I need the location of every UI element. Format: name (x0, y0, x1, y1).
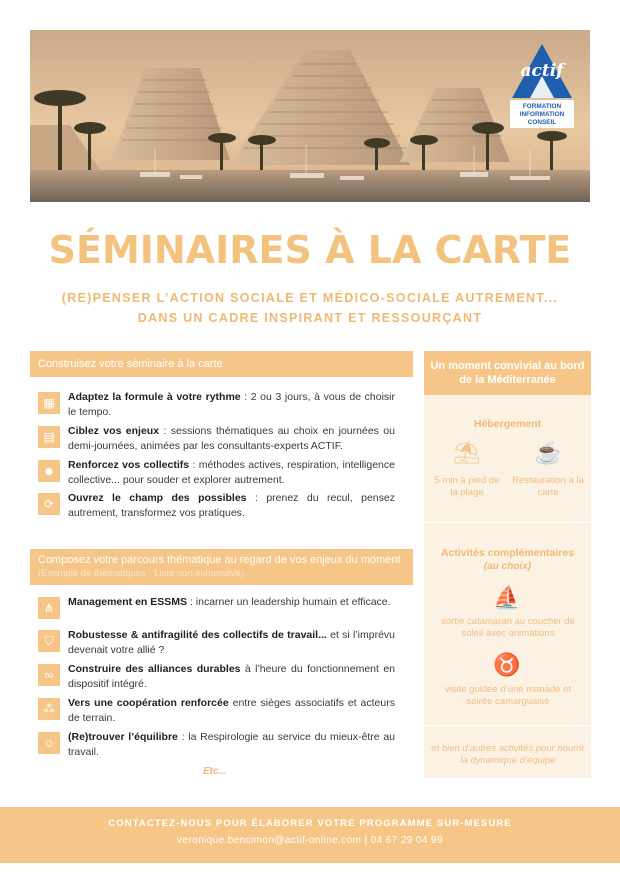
restaurant-cloche-icon: ☕ (534, 440, 562, 465)
activities-title-text: Activités complémentaires (440, 547, 575, 559)
section-2-title: Composez votre parcours thématique au regard de vos enjeux du moment (38, 554, 401, 566)
calendar-icon: ▦ (38, 392, 60, 414)
page-subtitle (0, 288, 620, 328)
list-item (38, 424, 395, 453)
item-title: Adaptez la formule à votre rythme (68, 391, 241, 403)
section-2-note: (Exemple de thématiques - Liste non exhaustive) (38, 568, 244, 579)
item-text: entre sièges associatifs et acteurs de terrain. (68, 697, 395, 724)
book-icon: ▤ (38, 426, 60, 448)
item-text: : 2 ou 3 jours, à vous de choisir le tempo. (68, 391, 395, 418)
subtitle-line-2: DANS UN CADRE INSPIRANT ET RESSOURÇANT (137, 311, 483, 325)
people-network-icon: ⁂ (38, 698, 60, 720)
hebergement-title: Hébergement (473, 418, 542, 430)
hero-scene (30, 30, 590, 202)
item-text: : la Respirologie au service du mieux-être au travail. (68, 731, 395, 758)
item-text: : méthodes actives, respiration, intelligence collective... pour souder et explorer autrement. (68, 459, 395, 486)
sidebar-divider (424, 725, 591, 726)
page-title: SÉMINAIRES À LA CARTE (48, 228, 572, 272)
shield-icon: ⛉ (38, 630, 60, 652)
section-2-heading (30, 549, 413, 585)
item-title: Construire des alliances durables (68, 663, 241, 675)
item-text: et si l’imprévu devenait votre allié ? (68, 629, 395, 656)
sidebar-divider (424, 522, 591, 523)
beach-label: 5 min à pied de la plage (434, 475, 500, 498)
footer-cta: CONTACTEZ-NOUS POUR ÉLABORER VOTRE PROGRAMME SUR-MESURE (108, 818, 512, 829)
list-item (38, 730, 395, 759)
activities-title (424, 546, 591, 574)
list-item (38, 458, 395, 487)
bull-icon: ♉ (493, 652, 521, 677)
item-text: : prenez du recul, pensez autrement, transformez vos pratiques. (68, 492, 395, 519)
beach-umbrella-icon: ⛱ (453, 440, 481, 465)
list-item (38, 390, 395, 419)
manade-label: visite guidée d’une manade et soirée camarguaise (444, 684, 572, 707)
logo-line-3: CONSEIL (527, 119, 557, 126)
item-title: Ciblez vos enjeux (68, 425, 160, 437)
list-item (38, 595, 395, 619)
item-title: Vers une coopération renforcée (68, 697, 229, 709)
item-title: Renforcez vos collectifs (68, 459, 190, 471)
section-1-heading: Construisez votre séminaire à la carte (30, 351, 413, 377)
team-icon: ☻ (38, 460, 60, 482)
list-item (38, 696, 395, 725)
list-item (38, 628, 395, 657)
footer-banner (0, 807, 620, 863)
item-text: à l’heure du fonctionnement en dispositif intégré. (68, 663, 395, 690)
item-title: Robustesse & antifragilité des collectifs de travail... (68, 629, 327, 641)
restaurant-label: Restauration à la carte (512, 475, 584, 498)
sidebar-heading: Un moment convivial au bord de la Méditerranée (424, 351, 591, 395)
subtitle-line-1: (RE)PENSER L’ACTION SOCIALE ET MÉDICO-SOCIALE AUTREMENT... (61, 291, 559, 305)
logo-line-2: INFORMATION (519, 111, 565, 118)
cycle-arrows-icon: ⟳ (38, 493, 60, 515)
item-text: : incarner un leadership humain et efficace. (187, 596, 391, 608)
head-breath-icon: ☺ (38, 732, 60, 754)
rings-icon: ∞ (38, 664, 60, 686)
actif-logo (508, 40, 576, 130)
item-text: : sessions thématiques au choix en journées ou demi-journées, animées par les consultants-experts ACTIF. (68, 425, 395, 452)
logo-line-1: FORMATION (522, 103, 562, 110)
logo-brand: actif (520, 61, 564, 81)
catamaran-icon: ⛵ (493, 585, 521, 610)
item-title: (Re)trouver l’équilibre (68, 731, 178, 743)
hierarchy-icon: ⋔ (38, 597, 60, 619)
list-item (38, 491, 395, 520)
hero-photo (30, 30, 590, 202)
closing-text: et bien d’autres activités pour nourrir la dynamique d’équipe (431, 743, 585, 766)
footer-contact[interactable]: veronique.bencimon@actif-online.com | 04 67 29 04 99 (177, 835, 443, 846)
catamaran-label: sortie catamaran au coucher de soleil avec animations (441, 616, 575, 639)
item-title: Management en ESSMS (68, 596, 188, 608)
item-title: Ouvrez le champ des possibles (68, 492, 247, 504)
list-item (38, 662, 395, 691)
activities-subtitle: (au choix) (483, 561, 532, 572)
etc-label: Etc... (203, 766, 227, 777)
